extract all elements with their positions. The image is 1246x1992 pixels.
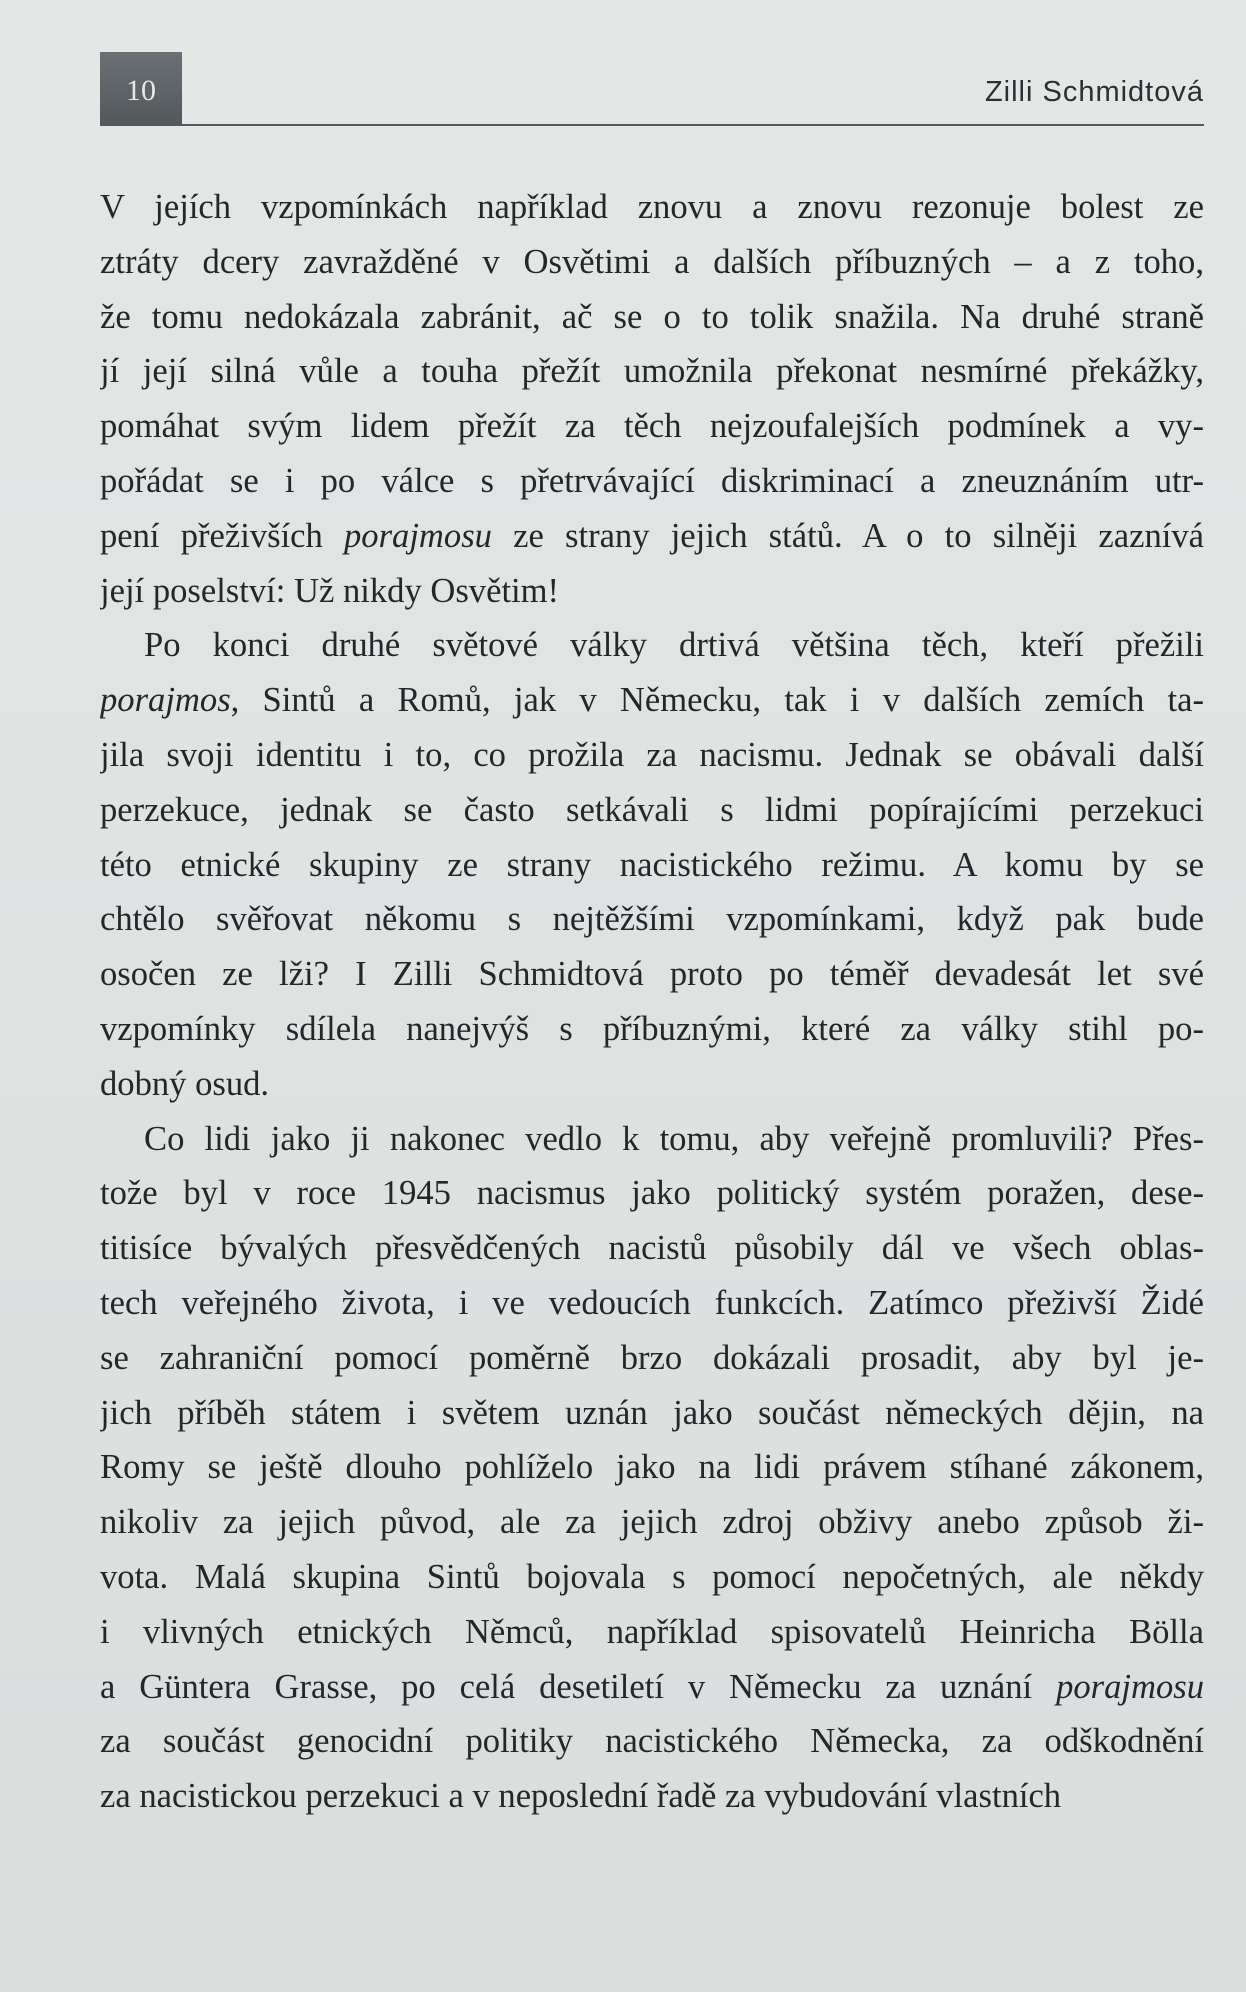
text-line [100, 1386, 1204, 1441]
page-header [100, 52, 1204, 126]
italic-term: porajmosu [344, 516, 492, 555]
text-line [100, 564, 1204, 619]
text-line [100, 618, 1204, 673]
text-line [100, 1276, 1204, 1331]
text-line [100, 947, 1204, 1002]
text-segment: a Güntera Grasse, po celá desetiletí v Německu za uznání [100, 1667, 1057, 1706]
text-line [100, 399, 1204, 454]
text-segment: jila svoji identitu i to, co prožila za nacismu. Jednak se obávali další [100, 735, 1204, 774]
text-line [100, 728, 1204, 783]
text-segment: osočen ze lži? I Zilli Schmidtová proto po téměř devadesát let své [100, 955, 1204, 994]
text-line [100, 344, 1204, 399]
text-line [100, 290, 1204, 345]
text-segment: Co lidi jako ji nakonec vedlo k tomu, aby veřejně promluvili? Přes- [144, 1119, 1204, 1158]
text-segment: , Sintů a Romů, jak v Německu, tak i v dalších zemích ta- [230, 681, 1204, 720]
text-line [100, 1440, 1204, 1495]
text-segment: ze strany jejich států. A o to silněji zaznívá [491, 516, 1204, 555]
text-line [100, 892, 1204, 947]
text-line [100, 1550, 1204, 1605]
text-segment: nikoliv za jejich původ, ale za jejich zdroj obživy anebo způsob ži- [100, 1503, 1204, 1542]
text-line [100, 1221, 1204, 1276]
text-line [100, 235, 1204, 290]
running-head: Zilli Schmidtová [984, 76, 1204, 108]
text-line [100, 673, 1204, 728]
text-segment: pořádat se i po válce s přetrvávající diskriminací a zneuznáním utr- [100, 461, 1204, 500]
text-line [100, 1112, 1204, 1167]
text-segment: V jejích vzpomínkách například znovu a znovu rezonuje bolest ze [100, 188, 1204, 226]
text-line [100, 1331, 1204, 1386]
body-text [100, 180, 1204, 1824]
header-rule [182, 124, 1204, 126]
page-number: 10 [100, 52, 182, 126]
text-segment: tože byl v roce 1945 nacismus jako politický systém poražen, dese- [100, 1174, 1204, 1213]
text-segment: její poselství: Už nikdy Osvětim! [100, 571, 560, 610]
text-segment: perzekuce, jednak se často setkávali s lidmi popírajícími perzekuci [100, 790, 1204, 829]
text-segment: jich příběh státem i světem uznán jako součást německých dějin, na [100, 1393, 1204, 1432]
text-segment: vota. Malá skupina Sintů bojovala s pomocí nepočetných, ale někdy [100, 1557, 1204, 1596]
text-line [100, 180, 1204, 235]
text-segment: Romy se ještě dlouho pohlíželo jako na lidi právem stíhané zákonem, [100, 1448, 1204, 1487]
italic-term: porajmosu [1056, 1667, 1204, 1706]
text-segment: ztráty dcery zavražděné v Osvětimi a dalších příbuzných – a z toho, [100, 242, 1204, 281]
text-segment: chtělo svěřovat někomu s nejtěžšími vzpomínkami, když pak bude [100, 900, 1204, 939]
text-segment: za nacistickou perzekuci a v neposlední řadě za vybudování vlastních [100, 1777, 1062, 1816]
text-segment: tech veřejného života, i ve vedoucích funkcích. Zatímco přeživší Židé [100, 1283, 1204, 1322]
text-segment: vzpomínky sdílela nanejvýš s příbuznými, které za války stihl po- [100, 1009, 1204, 1048]
text-line [100, 1714, 1204, 1769]
paragraph [100, 180, 1204, 618]
text-segment: za součást genocidní politiky nacistického Německa, za odškodnění [100, 1722, 1204, 1761]
text-line [100, 1495, 1204, 1550]
text-segment: této etnické skupiny ze strany nacistického režimu. A komu by se [100, 845, 1204, 884]
text-line [100, 783, 1204, 838]
text-segment: že tomu nedokázala zabránit, ač se o to tolik snažila. Na druhé straně [100, 297, 1204, 336]
text-line [100, 509, 1204, 564]
text-line [100, 1057, 1204, 1112]
text-segment: jí její silná vůle a touha přežít umožnila překonat nesmírné překážky, [100, 352, 1204, 391]
text-segment: dobný osud. [100, 1064, 270, 1103]
text-line [100, 838, 1204, 893]
text-segment: Po konci druhé světové války drtivá většina těch, kteří přežili [144, 626, 1204, 665]
paragraph [100, 618, 1204, 1111]
text-segment: i vlivných etnických Němců, například spisovatelů Heinricha Bölla [100, 1612, 1204, 1651]
text-segment: pomáhat svým lidem přežít za těch nejzoufalejších podmínek a vy- [100, 407, 1204, 446]
italic-term: porajmos [100, 681, 231, 720]
text-segment: se zahraniční pomocí poměrně brzo dokázali prosadit, aby byl je- [100, 1338, 1204, 1377]
text-segment: pení přeživších [100, 516, 344, 555]
text-line [100, 1605, 1204, 1660]
text-line [100, 1166, 1204, 1221]
text-line [100, 1660, 1204, 1715]
text-line [100, 1769, 1204, 1824]
text-line [100, 454, 1204, 509]
text-line [100, 1002, 1204, 1057]
text-segment: titisíce bývalých přesvědčených nacistů působily dál ve všech oblas- [100, 1229, 1204, 1268]
paragraph [100, 1112, 1204, 1824]
